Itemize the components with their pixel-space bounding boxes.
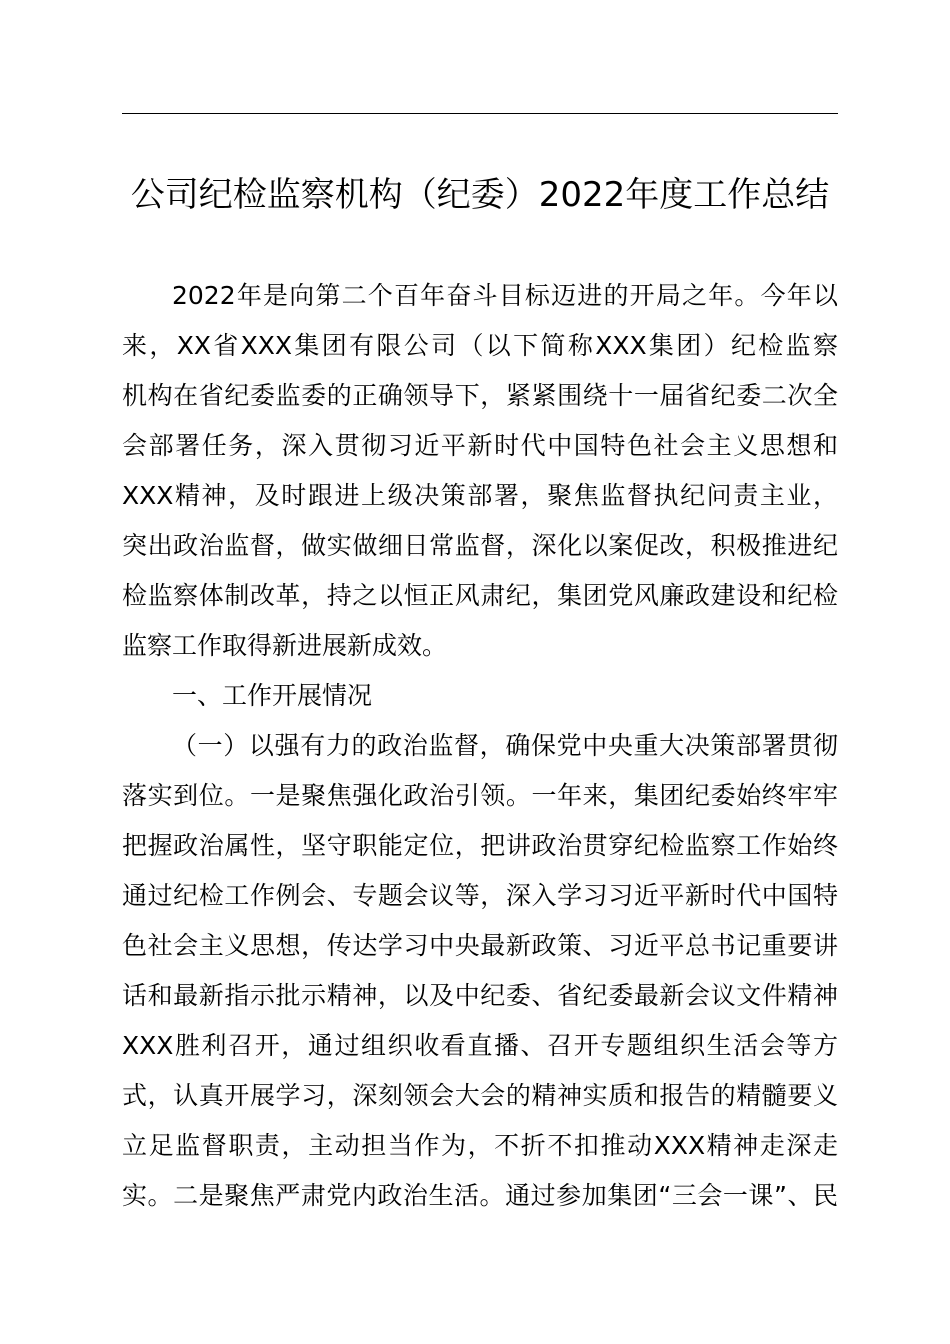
header-rule xyxy=(122,113,838,114)
paragraph-line: 会部署任务，深入贯彻习近平新时代中国特色社会主义思想和 xyxy=(122,431,838,460)
paragraph-line: 色社会主义思想，传达学习中央最新政策、习近平总书记重要讲 xyxy=(122,931,838,960)
paragraph-line: XXX胜利召开，通过组织收看直播、召开专题组织生活会等方 xyxy=(122,1031,838,1060)
paragraph-line: 立足监督职责，主动担当作为，不折不扣推动XXX精神走深走 xyxy=(122,1131,838,1160)
paragraph-line: 监察工作取得新进展新成效。 xyxy=(122,631,448,660)
paragraph-line: 突出政治监督，做实做细日常监督，深化以案促改，积极推进纪 xyxy=(122,531,838,560)
paragraph-line: 来，XX省XXX集团有限公司（以下简称XXX集团）纪检监察 xyxy=(122,331,838,360)
section-heading: 一、工作开展情况 xyxy=(172,681,373,710)
document-title: 公司纪检监察机构（纪委）2022年度工作总结 xyxy=(130,175,830,215)
paragraph-line: 检监察体制改革，持之以恒正风肃纪，集团党风廉政建设和纪检 xyxy=(122,581,838,610)
paragraph-line: 落实到位。一是聚焦强化政治引领。一年来，集团纪委始终牢牢 xyxy=(122,781,838,810)
paragraph-line: 实。二是聚焦严肃党内政治生活。通过参加集团“三会一课”、民 xyxy=(122,1181,838,1210)
paragraph-line: （一）以强有力的政治监督，确保党中央重大决策部署贯彻 xyxy=(172,731,838,760)
paragraph-line: 把握政治属性，坚守职能定位，把讲政治贯穿纪检监察工作始终 xyxy=(122,831,838,860)
paragraph-line: 话和最新指示批示精神，以及中纪委、省纪委最新会议文件精神 xyxy=(122,981,838,1010)
paragraph-line: 机构在省纪委监委的正确领导下，紧紧围绕十一届省纪委二次全 xyxy=(122,381,838,410)
paragraph-line: XXX精神，及时跟进上级决策部署，聚焦监督执纪问责主业， xyxy=(122,481,838,510)
paragraph-line: 式，认真开展学习，深刻领会大会的精神实质和报告的精髓要义 xyxy=(122,1081,838,1110)
paragraph-line: 2022年是向第二个百年奋斗目标迈进的开局之年。今年以 xyxy=(172,281,838,310)
paragraph-line: 通过纪检工作例会、专题会议等，深入学习习近平新时代中国特 xyxy=(122,881,838,910)
